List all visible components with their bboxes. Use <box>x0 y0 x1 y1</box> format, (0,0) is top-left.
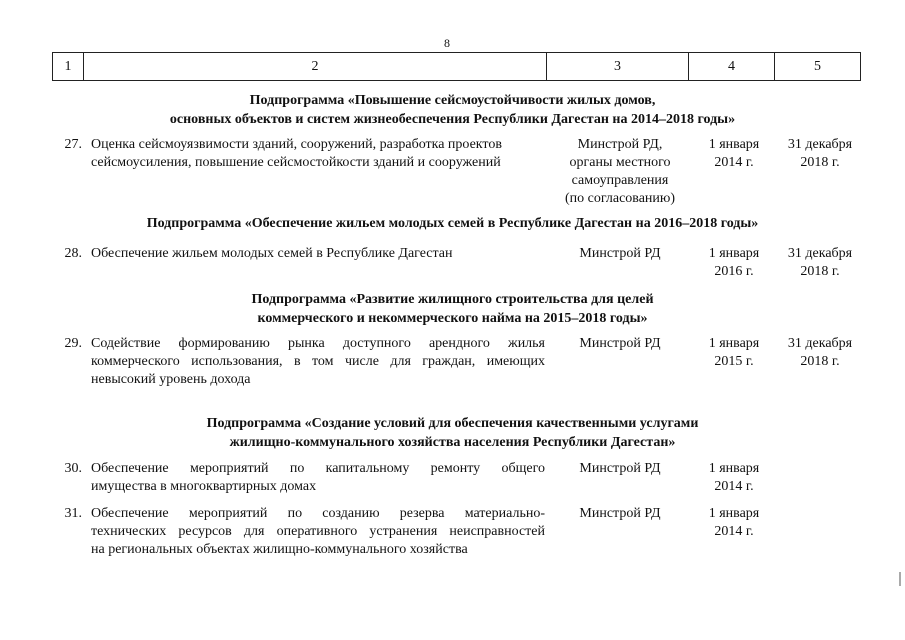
text-line: Минстрой РД <box>579 246 661 261</box>
text-line: технических ресурсов для оперативного устранения неисправностей <box>91 524 545 539</box>
column-number-4: 4 <box>689 53 775 81</box>
text-line: 1 января <box>708 137 760 152</box>
responsible-executor <box>553 460 687 478</box>
measure-description <box>91 245 545 263</box>
column-header-row <box>53 53 861 81</box>
measure-description <box>91 335 545 389</box>
item-number: 31. <box>64 506 82 521</box>
item-number: 27. <box>64 137 82 152</box>
responsible-executor <box>553 136 687 208</box>
title-line: коммерческого и некоммерческого найма на 2015–2018 годы» <box>257 311 648 326</box>
text-line: 2018 г. <box>800 264 840 279</box>
end-date <box>778 335 862 371</box>
text-line: Содействие формированию рынка доступного арендного жилья <box>91 336 545 351</box>
text-line: 31 декабря <box>787 137 853 152</box>
title-line: Подпрограмма «Повышение сейсмоустойчивости жилых домов, <box>249 93 656 108</box>
item-number: 29. <box>64 336 82 351</box>
measure-description <box>91 505 545 559</box>
text-line: Оценка сейсмоуязвимости зданий, сооружений, разработка проектов <box>91 137 502 152</box>
subprogram-title <box>100 290 805 328</box>
text-line: Обеспечение мероприятий по капитальному ремонту общего <box>91 461 545 476</box>
title-line: Подпрограмма «Обеспечение жильем молодых семей в Республике Дагестан на 2016–2018 годы» <box>146 216 759 231</box>
start-date <box>692 335 776 371</box>
text-line: Обеспечение мероприятий по созданию резерва материально- <box>91 506 545 521</box>
text-line: невысокий уровень дохода <box>91 372 251 387</box>
start-date <box>692 245 776 281</box>
column-header-table <box>52 52 861 81</box>
item-number: 28. <box>64 246 82 261</box>
responsible-executor <box>553 335 687 353</box>
title-line: Подпрограмма «Развитие жилищного строительства для целей <box>251 292 654 307</box>
end-date <box>778 136 862 172</box>
scan-artifact-mark <box>899 572 901 586</box>
responsible-executor <box>553 245 687 263</box>
item-number: 30. <box>64 461 82 476</box>
start-date <box>692 505 776 541</box>
text-line: 2014 г. <box>714 479 754 494</box>
text-line: 1 января <box>708 461 760 476</box>
text-line: Минстрой РД <box>579 461 661 476</box>
text-line: коммерческого использования, в том числе для граждан, имеющих <box>91 354 545 369</box>
text-line: 31 декабря <box>787 336 853 351</box>
text-line: 1 января <box>708 336 760 351</box>
measure-description <box>91 136 545 172</box>
text-line: 2015 г. <box>714 354 754 369</box>
text-line: 2016 г. <box>714 264 754 279</box>
text-line: 2014 г. <box>714 155 754 170</box>
subprogram-title <box>100 414 805 452</box>
text-line: Обеспечение жильем молодых семей в Республике Дагестан <box>91 246 453 261</box>
column-number-3: 3 <box>547 53 689 81</box>
title-line: жилищно-коммунального хозяйства населения Республики Дагестан» <box>229 435 676 450</box>
text-line: Минстрой РД, <box>577 137 663 152</box>
start-date <box>692 460 776 496</box>
text-line: 2018 г. <box>800 354 840 369</box>
measure-description <box>91 460 545 496</box>
subprogram-title <box>100 214 805 233</box>
text-line: Минстрой РД <box>579 336 661 351</box>
text-line: 2018 г. <box>800 155 840 170</box>
text-line: 1 января <box>708 506 760 521</box>
text-line: 1 января <box>708 246 760 261</box>
column-number-2: 2 <box>84 53 547 81</box>
column-number-5: 5 <box>775 53 861 81</box>
end-date <box>778 245 862 281</box>
text-line: (по согласованию) <box>564 191 676 206</box>
title-line: Подпрограмма «Создание условий для обеспечения качественными услугами <box>206 416 699 431</box>
responsible-executor <box>553 505 687 523</box>
title-line: основных объектов и систем жизнеобеспечения Республики Дагестан на 2014–2018 годы» <box>169 112 736 127</box>
text-line: имущества в многоквартирных домах <box>91 479 317 494</box>
start-date <box>692 136 776 172</box>
text-line: 31 декабря <box>787 246 853 261</box>
text-line: Минстрой РД <box>579 506 661 521</box>
text-line: сейсмоусиления, повышение сейсмостойкости зданий и сооружений <box>91 155 501 170</box>
page-number: 8 <box>444 36 450 50</box>
column-number-1: 1 <box>53 53 84 81</box>
text-line: самоуправления <box>571 173 669 188</box>
subprogram-title <box>100 91 805 129</box>
text-line: на региональных объектах жилищно-коммунального хозяйства <box>91 542 468 557</box>
text-line: 2014 г. <box>714 524 754 539</box>
text-line: органы местного <box>569 155 671 170</box>
